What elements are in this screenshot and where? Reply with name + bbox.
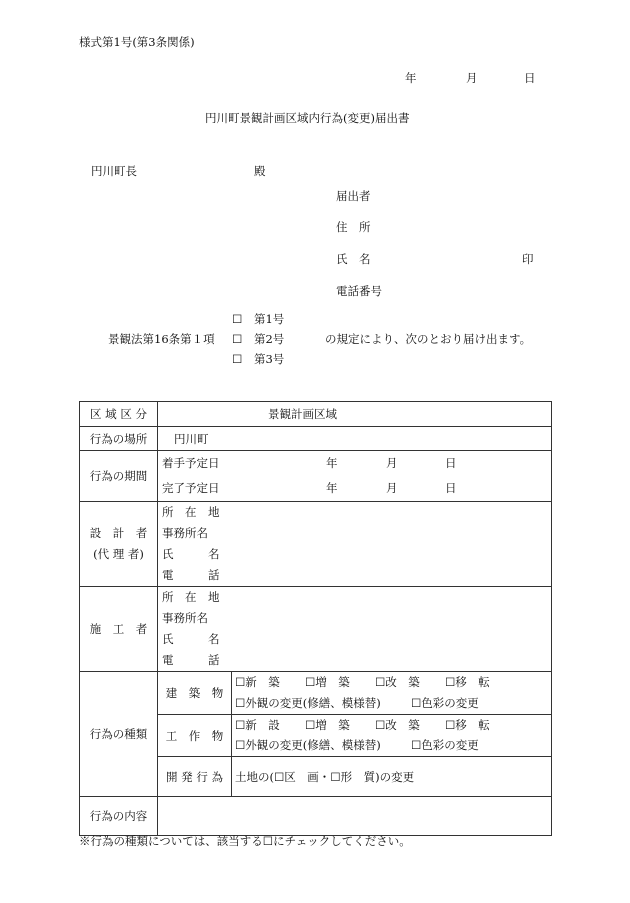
content-label: 行為の内容 <box>80 797 158 836</box>
applicant-phone-label: 電話番号 <box>336 284 382 298</box>
building-opt-exterior[interactable]: ☐外観の変更(修繕、模様替) <box>235 696 381 710</box>
designer-office-label: 事務所名 <box>162 526 208 540</box>
designer-sublabel: (代 理 者) <box>93 547 144 561</box>
end-year: 年 <box>326 481 338 495</box>
table-row <box>80 451 552 502</box>
date-month-label: 月 <box>466 71 478 85</box>
designer-location-label: 所 在 地 <box>162 505 220 519</box>
building-opt-color[interactable]: ☐色彩の変更 <box>411 696 479 710</box>
document-title: 円川町景観計画区域内行為(変更)届出書 <box>205 111 410 125</box>
designer-label-cell <box>80 502 158 587</box>
table-row <box>80 587 552 672</box>
structure-opt-rebuild[interactable]: ☐改 築 <box>375 718 420 732</box>
notification-form-table <box>79 401 552 836</box>
checkbox-icon: ☐ <box>232 352 243 366</box>
table-row <box>80 502 552 587</box>
table-row <box>80 672 552 715</box>
checkbox-icon: ☐ <box>232 312 243 326</box>
applicant-address-label: 住 所 <box>336 220 371 234</box>
structure-options <box>232 715 552 757</box>
period-label: 行為の期間 <box>80 451 158 502</box>
start-date-label: 着手予定日 <box>162 456 220 470</box>
building-label: 建 築 物 <box>158 672 232 715</box>
addressee-honorific: 殿 <box>254 164 266 178</box>
structure-opt-extend[interactable]: ☐増 築 <box>305 718 350 732</box>
designer-phone-label: 電 話 <box>162 568 220 582</box>
building-opt-extend[interactable]: ☐増 築 <box>305 675 350 689</box>
clause-option-1[interactable] <box>232 311 284 327</box>
start-year: 年 <box>326 456 338 470</box>
table-row <box>80 797 552 836</box>
designer-details[interactable] <box>158 502 552 587</box>
footnote: ※行為の種類については、該当する☐にチェックしてください。 <box>79 834 411 848</box>
designer-name-label: 氏 名 <box>162 547 220 561</box>
clause-option-2[interactable] <box>232 331 284 347</box>
table-row <box>80 402 552 427</box>
development-label: 開 発 行 為 <box>158 757 232 797</box>
structure-opt-relocate[interactable]: ☐移 転 <box>445 718 490 732</box>
structure-label: 工 作 物 <box>158 715 232 757</box>
seal-mark: 印 <box>522 252 534 266</box>
structure-opt-new[interactable]: ☐新 設 <box>235 718 280 732</box>
law-clause-suffix: の規定により、次のとおり届け出ます。 <box>325 332 532 346</box>
building-opt-new[interactable]: ☐新 築 <box>235 675 280 689</box>
structure-opt-exterior[interactable]: ☐外観の変更(修繕、模様替) <box>235 738 381 752</box>
builder-phone-label: 電 話 <box>162 653 220 667</box>
date-day-label: 日 <box>524 71 536 85</box>
start-day: 日 <box>445 456 457 470</box>
place-value[interactable]: 円川町 <box>158 427 552 451</box>
clause-option-label: 第1号 <box>253 312 285 326</box>
builder-details[interactable] <box>158 587 552 672</box>
building-opt-rebuild[interactable]: ☐改 築 <box>375 675 420 689</box>
designer-label: 設 計 者 <box>89 526 148 540</box>
applicant-label: 届出者 <box>336 189 371 203</box>
structure-opt-color[interactable]: ☐色彩の変更 <box>411 738 479 752</box>
building-opt-relocate[interactable]: ☐移 転 <box>445 675 490 689</box>
clause-option-label: 第3号 <box>253 352 285 366</box>
checkbox-icon: ☐ <box>232 332 243 346</box>
law-clause-prefix: 景観法第16条第１項 <box>108 332 215 346</box>
form-number: 様式第1号(第3条関係) <box>79 35 195 49</box>
period-cell[interactable] <box>158 451 552 502</box>
content-value-field[interactable] <box>158 797 552 836</box>
table-row <box>80 427 552 451</box>
clause-option-3[interactable] <box>232 351 284 367</box>
start-month: 月 <box>386 456 398 470</box>
end-date-label: 完了予定日 <box>162 481 220 495</box>
end-month: 月 <box>386 481 398 495</box>
development-value[interactable]: 土地の(☐区 画・☐形 質)の変更 <box>232 757 552 797</box>
builder-location-label: 所 在 地 <box>162 590 220 604</box>
type-label: 行為の種類 <box>80 672 158 797</box>
area-label: 区 域 区 分 <box>80 402 158 427</box>
clause-option-label: 第2号 <box>253 332 285 346</box>
area-value: 景観計画区域 <box>158 402 552 427</box>
addressee-name: 円川町長 <box>91 164 137 178</box>
builder-name-label: 氏 名 <box>162 632 220 646</box>
builder-office-label: 事務所名 <box>162 611 208 625</box>
date-year-label: 年 <box>405 71 417 85</box>
end-day: 日 <box>445 481 457 495</box>
place-label: 行為の場所 <box>80 427 158 451</box>
building-options <box>232 672 552 715</box>
applicant-name-label: 氏 名 <box>336 252 371 266</box>
builder-label: 施 工 者 <box>80 587 158 672</box>
